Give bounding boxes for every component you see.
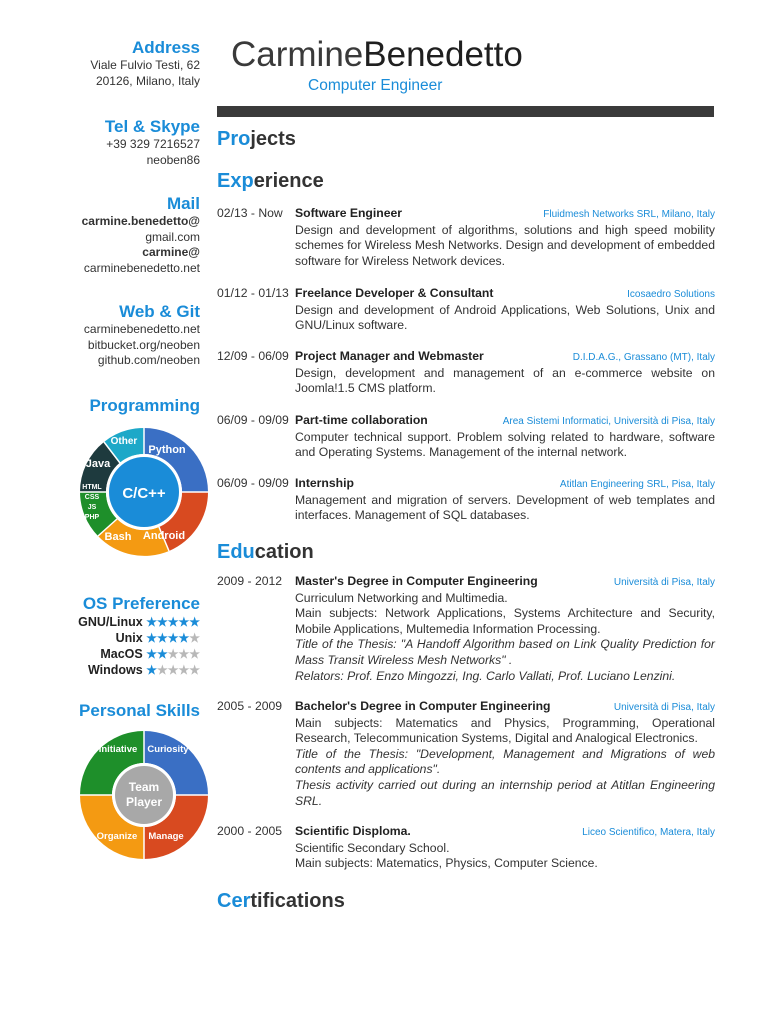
entry-org: D.I.D.A.G., Grassano (MT), Italy <box>572 352 715 363</box>
os-label: GNU/Linux <box>78 615 143 629</box>
initiative-label: Initiative <box>98 744 138 755</box>
entry-org: Liceo Scientifico, Matera, Italy <box>582 827 715 838</box>
first-name: Carmine <box>231 35 364 74</box>
projects-heading <box>217 128 296 151</box>
entry-date: 02/13 - Now <box>217 206 283 220</box>
android-label: Android <box>142 530 186 542</box>
entry-description: Management and migration of servers. Development of web templates and interfaces. Management of SQL databases. <box>295 492 715 523</box>
manage-label: Manage <box>148 831 184 842</box>
rating-stars: ★★★★★ <box>146 647 200 661</box>
entry-date: 06/09 - 09/09 <box>217 413 289 427</box>
entry-org: Fluidmesh Networks SRL, Milano, Italy <box>543 209 715 220</box>
team-label: Team <box>128 780 160 794</box>
mail-title: Mail <box>166 194 200 213</box>
experience-entry <box>217 206 715 269</box>
html-label: HTML <box>82 484 102 491</box>
os-row <box>60 614 200 630</box>
heading-highlight: Edu <box>217 541 255 563</box>
address-block <box>60 38 200 89</box>
rating-stars: ★★★★★ <box>146 615 200 629</box>
thesis-note: Thesis activity carried out during an internship period at Atitlan Engineering SRL. <box>295 777 715 808</box>
entry-title: Part-time collaboration <box>295 413 428 427</box>
entry-title: Internship <box>295 476 354 490</box>
web-block <box>60 302 200 369</box>
entry-line: Scientific Secondary School. <box>295 840 450 855</box>
mail-line: carminebenedetto.net <box>83 260 200 275</box>
os-label: Windows <box>87 663 143 677</box>
education-entry <box>217 574 715 684</box>
header-bar <box>217 106 714 117</box>
education-heading <box>217 541 314 564</box>
css-label: CSS <box>84 494 100 501</box>
experience-heading <box>217 170 324 193</box>
heading-rest: tifications <box>250 890 345 912</box>
job-title: Computer Engineer <box>308 77 443 94</box>
entry-title: Master's Degree in Computer Engineering <box>295 574 538 588</box>
player-label: Player <box>125 795 163 809</box>
java-label: Java <box>85 458 111 470</box>
os-label: Unix <box>115 631 143 645</box>
os-row <box>60 662 200 678</box>
mail-block <box>60 194 200 276</box>
curiosity-label: Curiosity <box>147 744 189 755</box>
center-label: C/C++ <box>122 485 166 502</box>
entry-org: Area Sistemi Informatici, Università di Pisa, Italy <box>502 416 715 427</box>
entry-org: Icosaedro Solutions <box>627 289 715 300</box>
certifications-heading <box>217 890 345 913</box>
web-link[interactable]: carminebenedetto.net <box>83 322 200 336</box>
heading-highlight: Pro <box>217 128 251 150</box>
rating-stars: ★★★★★ <box>146 631 200 645</box>
os-row <box>60 646 200 662</box>
entry-date: 2000 - 2005 <box>217 824 283 838</box>
heading-rest: erience <box>253 170 324 192</box>
skills-block <box>60 701 200 721</box>
programming-wheel-chart <box>78 422 210 562</box>
experience-entry <box>217 286 715 334</box>
js-label: JS <box>87 504 97 511</box>
heading-highlight: Exp <box>217 170 254 192</box>
rating-stars: ★★★★★ <box>146 663 200 677</box>
programming-block <box>60 396 200 416</box>
entry-title: Software Engineer <box>295 206 403 220</box>
entry-title: Bachelor's Degree in Computer Engineering <box>295 699 551 713</box>
thesis-title: Title of the Thesis: "Development, Management and Migrations of web contents and applications". <box>295 746 715 777</box>
entry-date: 2005 - 2009 <box>217 699 283 713</box>
phone-number: +39 329 7216527 <box>106 137 200 151</box>
entry-description: Design and development of algorithms, solutions and high speed mobility schemes for Wireless Mesh Networks. Design and development of embedded software for Wireless Network devices. <box>295 222 715 268</box>
entry-org: Atitlan Engineering SRL, Pisa, Italy <box>559 479 715 490</box>
entry-description: Design and development of Android Applications, Web Solutions, Unix and GNU/Linux software. <box>295 302 715 333</box>
heading-highlight: Cer <box>217 890 251 912</box>
bash-label: Bash <box>104 531 132 543</box>
os-title: OS Preference <box>82 594 200 613</box>
os-block <box>60 594 200 678</box>
entry-date: 2009 - 2012 <box>217 574 283 588</box>
php-label: PHP <box>84 514 100 521</box>
web-link[interactable]: github.com/neoben <box>97 353 200 367</box>
experience-entry <box>217 476 715 524</box>
education-entry <box>217 699 715 809</box>
skype-id: neoben86 <box>146 152 200 167</box>
experience-entry <box>217 413 715 461</box>
skills-wheel-chart <box>78 725 210 865</box>
mail-line: gmail.com <box>145 229 200 244</box>
os-row <box>60 630 200 646</box>
entry-description: Design, development and management of an e-commerce website on Joomla!1.5 CMS platform. <box>295 365 715 396</box>
entry-date: 12/09 - 06/09 <box>217 349 289 363</box>
thesis-title: Title of the Thesis: "A Handoff Algorithm based on Link Quality Prediction for Mass Transit Wireless Mesh Networks" . <box>295 637 715 667</box>
web-link[interactable]: bitbucket.org/neoben <box>87 337 200 352</box>
address-line: 20126, Milano, Italy <box>95 73 200 88</box>
mail-line: carmine@ <box>142 245 200 259</box>
heading-rest: cation <box>254 541 314 563</box>
last-name: Benedetto <box>363 35 523 74</box>
address-title: Address <box>131 38 200 57</box>
education-entry <box>217 824 715 872</box>
address-line: Viale Fulvio Testi, 62 <box>90 58 200 72</box>
skills-title: Personal Skills <box>79 701 200 720</box>
entry-title: Freelance Developer & Consultant <box>295 286 494 300</box>
thesis-relators: Relators: Prof. Enzo Mingozzi, Ing. Carlo Vallati, Prof. Luciano Lenzini. <box>295 668 676 683</box>
programming-title: Programming <box>89 396 200 415</box>
tel-block <box>60 117 200 168</box>
entry-date: 01/12 - 01/13 <box>217 286 289 300</box>
experience-entry <box>217 349 715 397</box>
python-label: Python <box>148 444 186 456</box>
entry-date: 06/09 - 09/09 <box>217 476 289 490</box>
entry-line: Main subjects: Matematics and Physics, Programming, Operational Research, Telecommunication Systems, Digital and Analogical Electronics. <box>295 715 715 746</box>
tel-title: Tel & Skype <box>104 117 200 136</box>
heading-rest: jects <box>250 128 296 150</box>
mail-line: carmine.benedetto@ <box>81 214 200 228</box>
entry-line: Curriculum Networking and Multimedia. <box>295 590 508 605</box>
organize-label: Organize <box>96 831 138 842</box>
resume-name <box>231 33 523 77</box>
entry-description: Computer technical support. Problem solving related to hardware, software and Operating Systems. Management of the internal network. <box>295 429 715 460</box>
entry-line: Main subjects: Network Applications, Systems Architecture and Security, Mobile Applications, Multemedia Information Processing. <box>295 606 715 636</box>
entry-title: Scientific Disploma. <box>295 824 411 838</box>
os-label: MacOS <box>100 647 143 661</box>
entry-title: Project Manager and Webmaster <box>295 349 484 363</box>
entry-org: Università di Pisa, Italy <box>613 577 715 588</box>
other-label: Other <box>110 436 138 447</box>
entry-line: Main subjects: Matematics, Physics, Computer Science. <box>295 856 598 871</box>
web-title: Web & Git <box>119 302 200 321</box>
entry-org: Università di Pisa, Italy <box>613 702 715 713</box>
